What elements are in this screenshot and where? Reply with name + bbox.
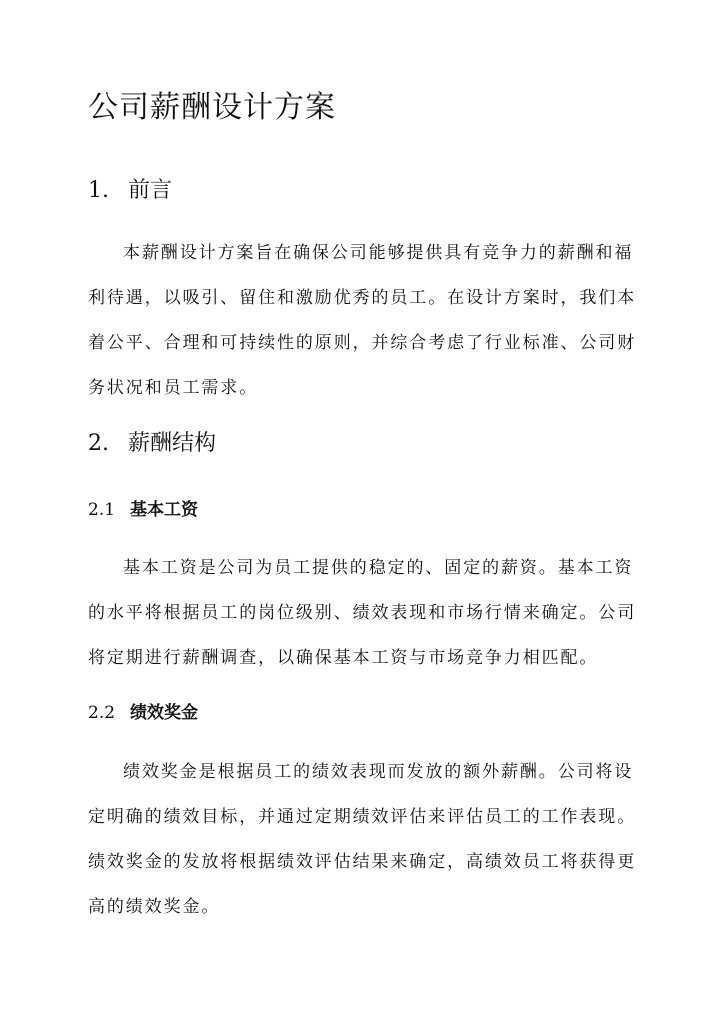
- section-heading-2: [88, 429, 216, 459]
- paragraph-line: 定明确的绩效目标，并通过定期绩效评估来评估员工的工作表现。: [88, 807, 637, 827]
- subsection-heading-2-1: [88, 498, 198, 522]
- paragraph-line: 高的绩效奖金。: [88, 897, 221, 917]
- subsection-title: 绩效奖金: [130, 703, 198, 723]
- paragraph-line: 利待遇，以吸引、留住和激励优秀的员工。在设计方案时，我们本: [88, 288, 637, 308]
- paragraph-line: 基本工资是公司为员工提供的稳定的、固定的薪资。基本工资: [123, 558, 634, 578]
- document-title: 公司薪酬设计方案: [88, 90, 336, 125]
- paragraph-performance-bonus: [88, 761, 637, 941]
- subsection-number: 2.2: [88, 703, 116, 723]
- section-heading-1: [88, 176, 172, 206]
- section-number: 1.: [88, 178, 109, 203]
- subsection-heading-2-2: [88, 701, 198, 725]
- paragraph-preface: [88, 242, 637, 422]
- subsection-number: 2.1: [88, 500, 116, 520]
- paragraph-line: 绩效奖金是根据员工的绩效表现而发放的额外薪酬。公司将设: [123, 762, 634, 782]
- paragraph-line: 着公平、合理和可持续性的原则，并综合考虑了行业标准、公司财: [88, 333, 637, 353]
- paragraph-line: 本薪酬设计方案旨在确保公司能够提供具有竞争力的薪酬和福: [123, 243, 634, 263]
- section-number: 2.: [88, 431, 109, 456]
- paragraph-line: 的水平将根据员工的岗位级别、绩效表现和市场行情来确定。公司: [88, 603, 637, 623]
- paragraph-line: 绩效奖金的发放将根据绩效评估结果来确定，高绩效员工将获得更: [88, 852, 637, 872]
- section-title: 薪酬结构: [128, 431, 217, 456]
- paragraph-base-salary: [88, 557, 637, 692]
- section-title: 前言: [128, 178, 173, 203]
- paragraph-line: 将定期进行薪酬调查，以确保基本工资与市场竞争力相匹配。: [88, 648, 599, 668]
- subsection-title: 基本工资: [130, 500, 198, 520]
- paragraph-line: 务状况和员工需求。: [88, 378, 259, 398]
